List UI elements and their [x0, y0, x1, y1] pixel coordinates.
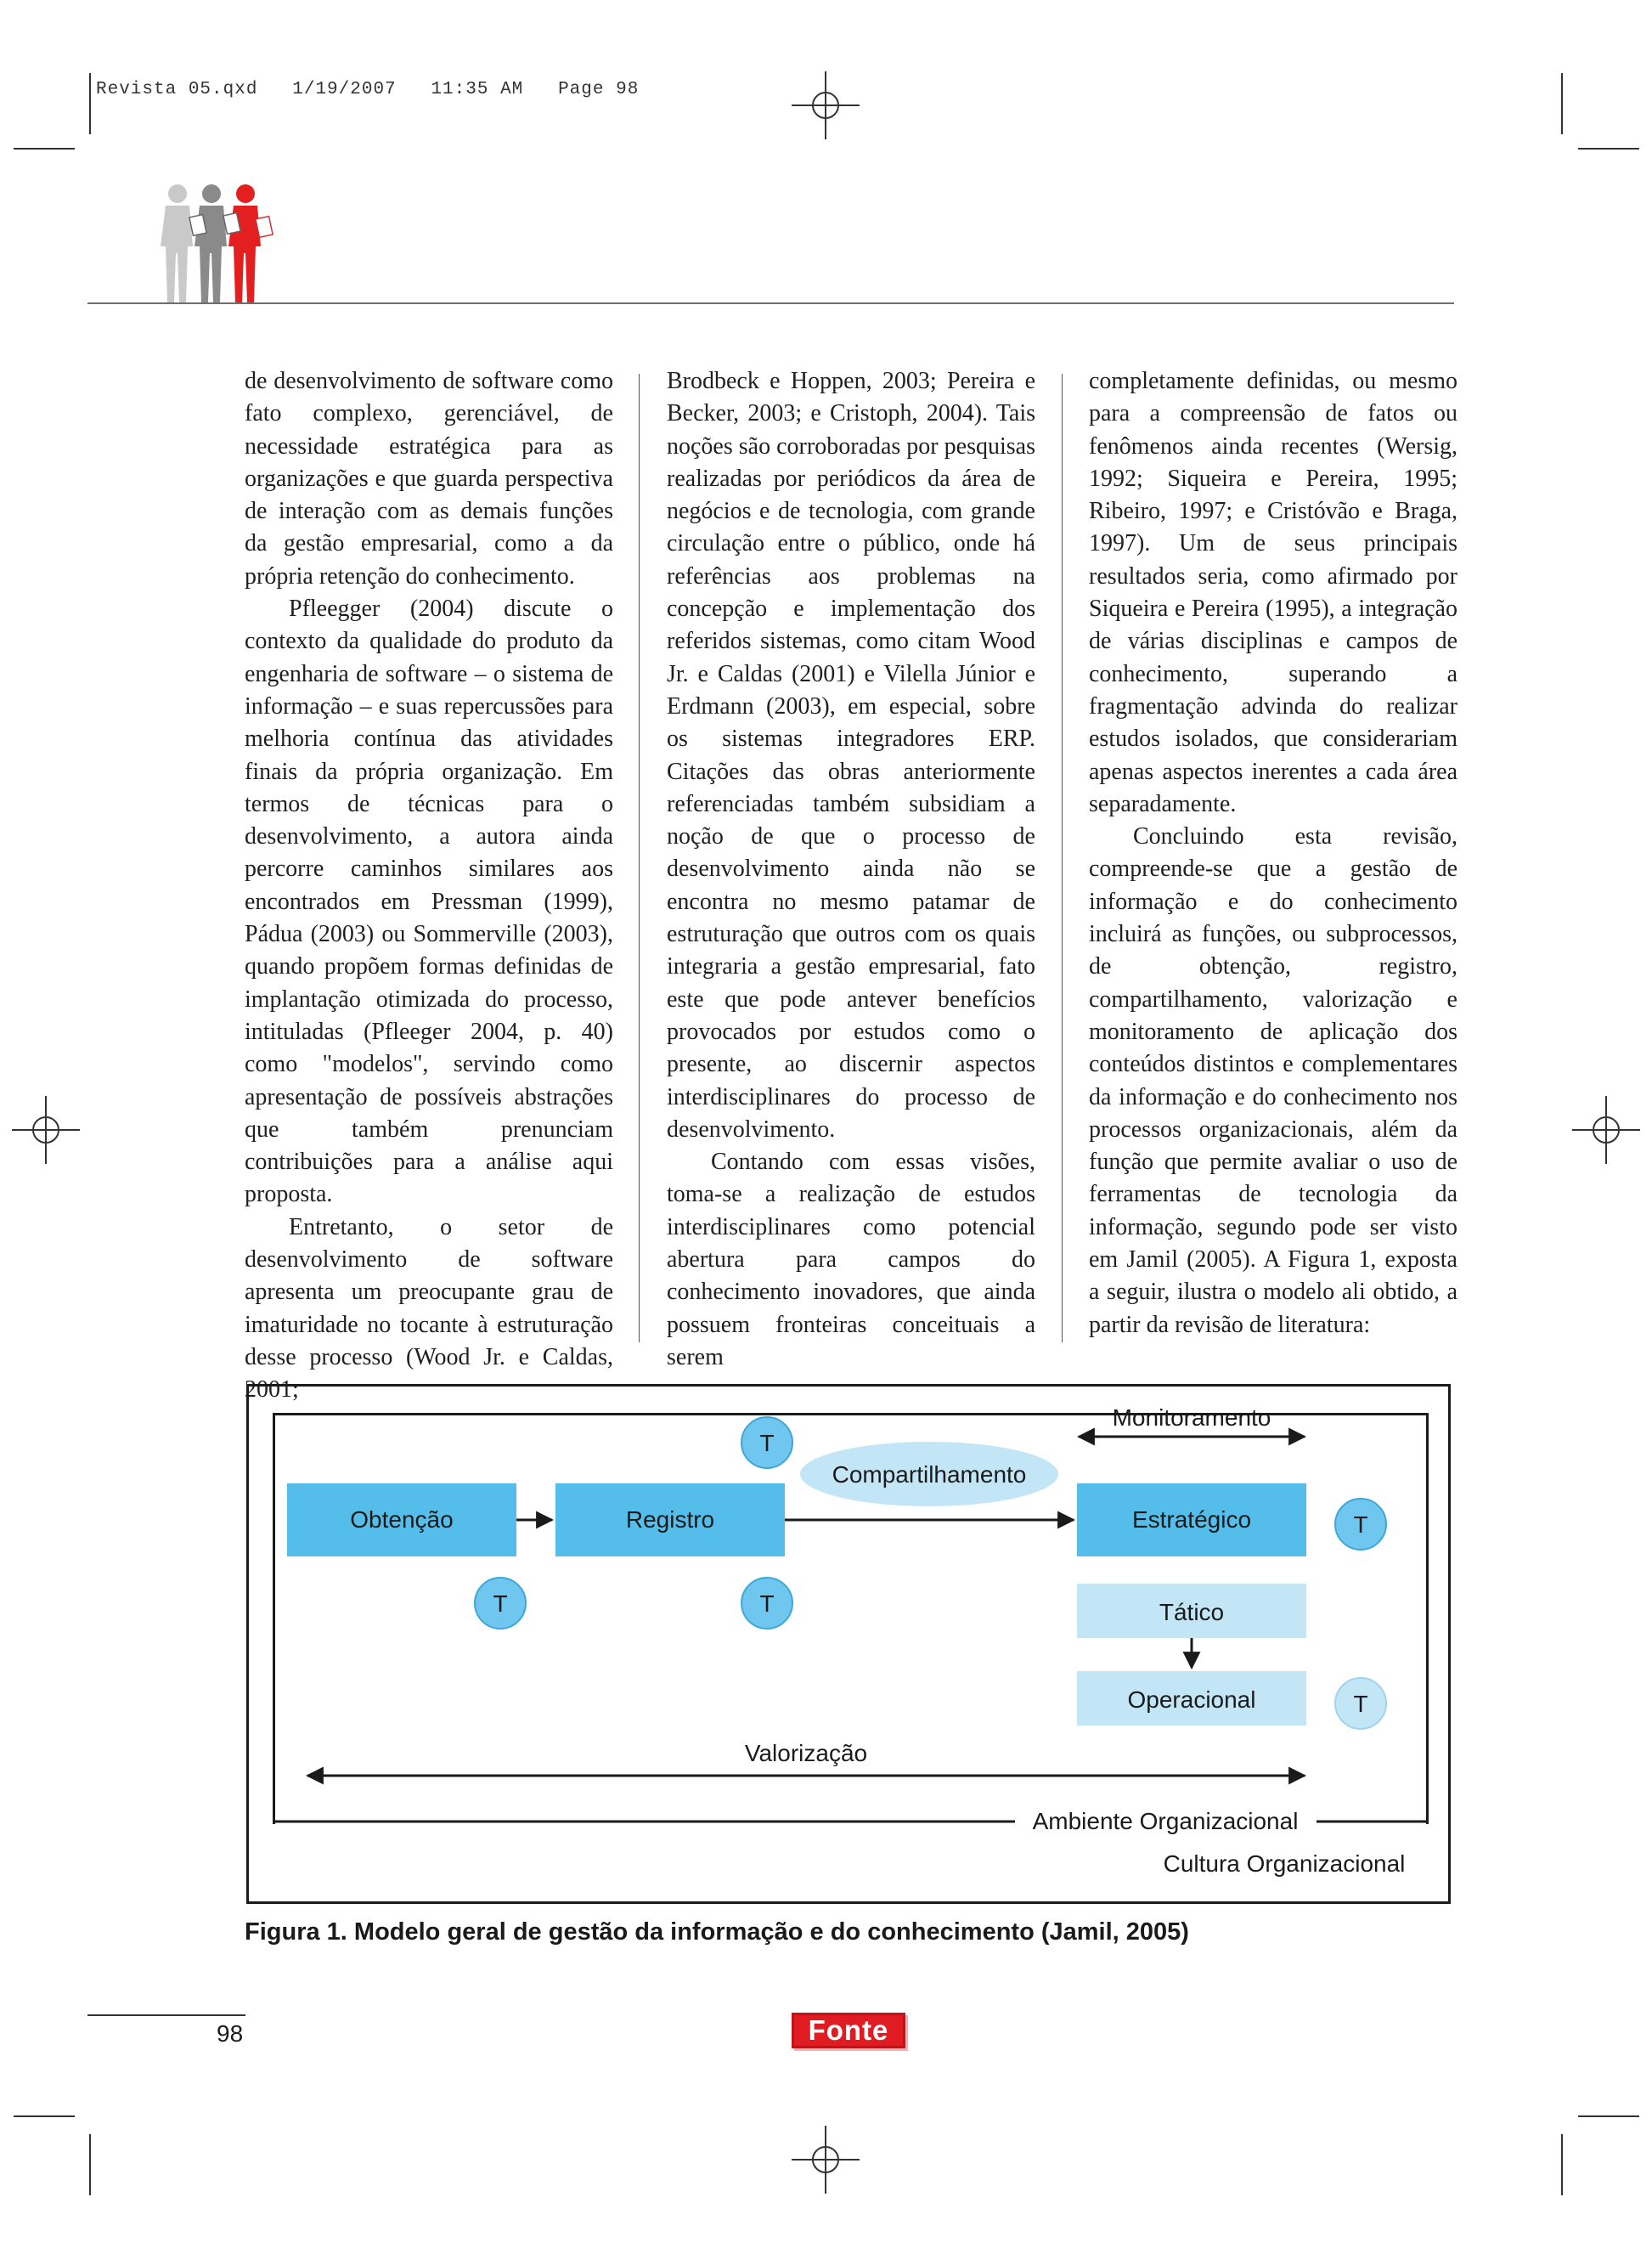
operacional-label: Operacional — [1127, 1686, 1256, 1713]
registration-mark-icon — [1572, 1096, 1640, 1164]
obtencao-label: Obtenção — [350, 1506, 454, 1533]
page-number: 98 — [217, 2020, 244, 2047]
t-circle — [741, 1417, 792, 1468]
svg-text:T: T — [759, 1430, 775, 1456]
ambiente-label: Ambiente Organizacional — [1032, 1808, 1299, 1834]
footer-rule — [87, 2014, 245, 2016]
monitoramento-label: Monitoramento — [1112, 1404, 1271, 1431]
svg-text:T: T — [759, 1590, 775, 1617]
cultura-label: Cultura Organizacional — [1163, 1850, 1406, 1877]
knowledge-management-diagram — [246, 1384, 1451, 1904]
crop-mark — [89, 73, 91, 134]
t-circle — [741, 1578, 792, 1629]
fonte-logo-text: Fonte — [808, 2014, 889, 2046]
paragraph: completamente definidas, ou mesmo para a compreensão de fatos ou fenômenos ainda recentes (Wersig, 1992; Siqueira e Pereira, 1995; Ribeiro, 1997; e Cristóvão e Braga, 1997). Um de seus principais resultados seria, como afirmado por Siqueira e Pereira (1995), a integração de várias disciplinas e campos de conhecimento, superando a fragmentação advinda do realizar estudos isolados, que considerariam apenas aspectos inerentes a cada área separadamente. — [1089, 368, 1457, 817]
text-column-1 — [245, 365, 613, 1407]
registration-mark-icon — [792, 71, 860, 139]
crop-mark — [14, 148, 75, 150]
crop-mark — [1561, 2134, 1563, 2195]
text-column-3 — [1089, 365, 1457, 1341]
print-header: Revista 05.qxd 1/19/2007 11:35 AM Page 98 — [96, 80, 640, 99]
header-rule — [87, 302, 1454, 304]
svg-text:T: T — [493, 1590, 508, 1617]
tatico-label: Tático — [1159, 1599, 1225, 1625]
figure-caption: Figura 1. Modelo geral de gestão da informação e do conhecimento (Jamil, 2005) — [245, 1918, 1189, 1946]
svg-text:T: T — [1353, 1511, 1368, 1538]
crop-mark — [14, 2115, 75, 2117]
crop-mark — [1578, 148, 1639, 150]
paragraph: Pfleegger (2004) discute o contexto da qualidade do produto da engenharia de software – o sistema de informação – e suas repercussões para melhoria contínua das atividades finais da própria organização. Em termos de técnicas para o desenvolvimento, a autora ainda percorre caminhos similares aos encontrados em Pressman (1999), Pádua (2003) ou Sommerville (2003), quando propõem formas definidas de implantação otimizada do processo, intituladas (Pfleeger 2004, p. 40) como "modelos", servindo como apresentação de possíveis abstrações que também prenunciam contribuições para a análise aqui proposta. — [245, 596, 613, 1208]
crop-mark — [89, 2134, 91, 2195]
registro-label: Registro — [625, 1506, 715, 1533]
t-circle — [1335, 1499, 1386, 1550]
t-circle — [1335, 1678, 1386, 1729]
column-rule — [639, 374, 640, 1342]
registration-mark-icon — [12, 1096, 80, 1164]
estrategico-label: Estratégico — [1131, 1506, 1252, 1533]
paragraph: Entretanto, o setor de desenvolvimento de software apresenta um preocupante grau de imaturidade no tocante à estruturação desse processo (Wood Jr. e Caldas, 2001; — [245, 1213, 613, 1404]
compartilhamento-label: Compartilhamento — [832, 1461, 1027, 1488]
paragraph: Concluindo esta revisão, compreende-se que a gestão de informação e do conhecimento incluirá as funções, ou subprocessos, de obtenção, registro, compartilhamento, valorização e monitoramento de aplicação dos conteúdos distintos e complementares da informação e do conhecimento nos processos organizacionais, além da função que permite avaliar o uso de ferramentas de tecnologia da informação, segundo pode ser visto em Jamil (2005). A Figura 1, exposta a seguir, ilustra o modelo ali obtido, a partir da revisão de literatura: — [1089, 823, 1457, 1338]
paragraph: Contando com essas visões, toma-se a realização de estudos interdisciplinares como potencial abertura para campos do conhecimento inovadores, que ainda possuem fronteiras conceituais a serem — [667, 1149, 1035, 1370]
fonte-logo — [792, 2013, 905, 2048]
registration-mark-icon — [792, 2126, 860, 2194]
crop-mark — [1578, 2115, 1639, 2117]
t-circle — [475, 1578, 526, 1629]
svg-text:T: T — [1353, 1691, 1368, 1717]
paragraph: Brodbeck e Hoppen, 2003; Pereira e Becker, 2003; e Cristoph, 2004). Tais noções são corroboradas por pesquisas realizadas por periódicos da área de negócios e de tecnologia, com grande circulação entre o público, onde há referências aos problemas na concepção e implementação dos referidos sistemas, como citam Wood Jr. e Caldas (2001) e Vilella Júnior e Erdmann (2003), em especial, sobre os sistemas integradores ERP. Citações das obras anteriormente referenciadas também subsidiam a noção de que o processo de desenvolvimento ainda não se encontra no mesmo patamar de estruturação que outros com os quais integraria a gestão empresarial, fato este que pode antever benefícios provocados por estudos como o presente, ao discernir aspectos interdisciplinares do processo de desenvolvimento. — [667, 368, 1035, 1143]
crop-mark — [1561, 73, 1563, 134]
valorizacao-label: Valorização — [744, 1740, 868, 1766]
people-logo-icon — [157, 180, 285, 308]
column-rule — [1062, 374, 1063, 1342]
paragraph: de desenvolvimento de software como fato complexo, gerenciável, de necessidade estratégica para as organizações e que guarda perspectiva de interação com as demais funções da gestão empresarial, como a da própria retenção do conhecimento. — [245, 368, 613, 590]
text-column-2 — [667, 365, 1035, 1374]
